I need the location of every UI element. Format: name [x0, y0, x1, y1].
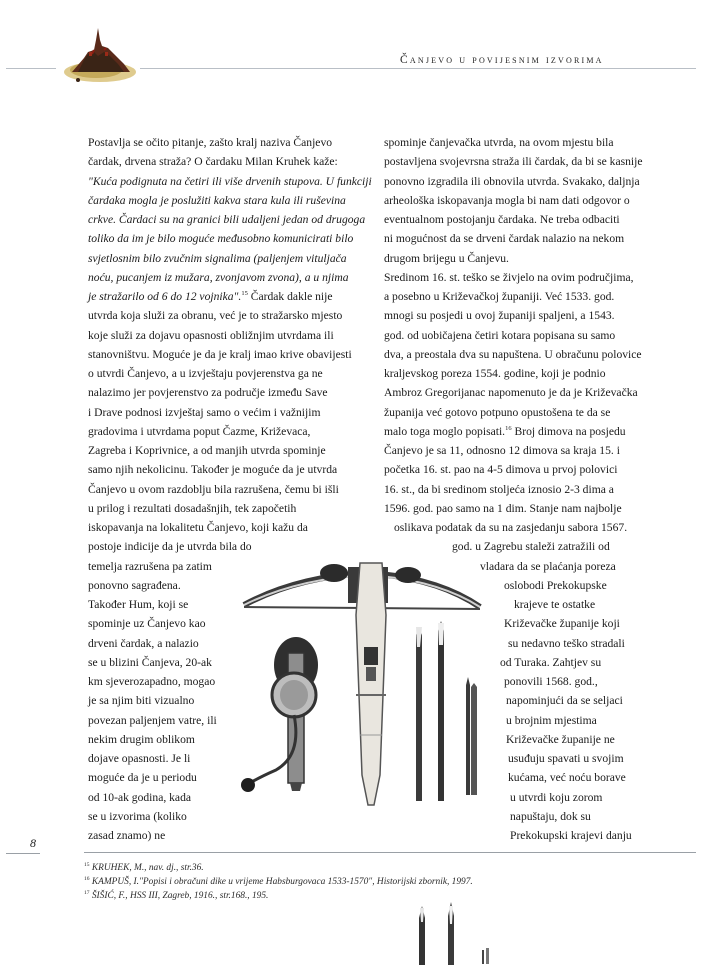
text-line	[384, 403, 643, 422]
text-line	[88, 268, 372, 287]
line-text: ponovno sagrađena.	[88, 578, 181, 592]
text-line	[384, 499, 643, 518]
text-line	[88, 422, 372, 441]
running-title: Čanjevo u povijesnim izvorima	[400, 54, 604, 66]
line-text: vladara da se plaćanja poreza	[480, 559, 616, 573]
line-text: Križevačke županije koji	[504, 617, 620, 631]
text-line	[88, 383, 372, 402]
line-text: kućama, već noću borave	[508, 771, 626, 785]
text-line	[88, 172, 372, 191]
line-text: 1596. god. pao samo na 1 dim. Stanje nam najbolje	[384, 501, 622, 515]
line-text: postavljena svojevrsna straža ili čardak, da bi se kasnije	[384, 155, 643, 169]
line-text: se u izvorima (koliko	[88, 809, 187, 823]
text-line	[88, 364, 372, 383]
text-line	[384, 364, 643, 383]
text-line	[88, 403, 372, 422]
line-text: od 10-ak godina, kada	[88, 790, 192, 804]
line-text: stanovništvu. Moguće je da je kralj imao krive obavijesti	[88, 347, 352, 361]
line-text: gradovima i utvrdama poput Čazme, Križevaca,	[88, 424, 311, 438]
crossbow-bolts	[416, 621, 477, 801]
line-text: čardak, drvena straža? O čardaku Milan Kruhek kaže:	[88, 155, 338, 169]
text-line	[88, 537, 372, 556]
footnote-ref: 16	[505, 424, 512, 432]
line-text: od Turaka. Zahtjev su	[500, 655, 602, 669]
text-line	[384, 229, 643, 248]
line-text: km sjeverozapadno, mogao	[88, 675, 216, 688]
line-text: Čanjevo je sa 11, odnosno 12 dimova sa kraja 15. i	[384, 444, 620, 457]
text-line	[384, 306, 643, 325]
line-text: se u blizini Čanjeva, 20-ak	[88, 655, 212, 669]
line-text: "Kuća podignuta na četiri ili više drvenih stupova. U funkciji	[88, 174, 372, 188]
text-line	[88, 441, 372, 460]
line-text: je stražarilo od 6 do 12 vojnika".	[88, 290, 242, 303]
text-line	[384, 172, 643, 191]
text-line	[384, 210, 643, 229]
text-line	[384, 268, 643, 287]
line-text: u brojnim mjestima	[506, 713, 597, 727]
line-text: zasad znamo) ne	[88, 829, 166, 842]
line-text: samo njih nekolicinu. Također je moguće da je utvrda	[88, 463, 338, 477]
text-line	[88, 518, 372, 537]
text-line	[384, 826, 643, 845]
line-text: Ambroz Gregorijanac napomenuto je da je Križevačka	[384, 386, 638, 400]
text-line	[88, 152, 372, 171]
page-number-rule	[6, 853, 40, 854]
line-text: oslikava podatak da su na zasjedanju sabora 1567.	[394, 521, 628, 534]
text-line	[384, 249, 643, 268]
line-text: god. u Zagrebu staleži zatražili od	[452, 540, 610, 554]
line-text: čardaka mogla je poslužiti kakva stara kula ili ruševina	[88, 193, 346, 207]
line-text: o utvrdi Čanjevo, a u izvještaju povjerenstva ga ne	[88, 367, 323, 380]
line-text: napominjući da se seljaci	[506, 694, 623, 708]
line-text: iskopavanja na lokalitetu Čanjevo, koji kažu da	[88, 521, 308, 534]
line-text: koje služi za dojavu opasnosti obližnjim utvrdama ili	[88, 328, 334, 342]
line-text: početka 16. st. pao na 4-5 dimova u prvoj polovici	[384, 463, 618, 477]
line-text: Prekokupski krajevi danju	[510, 829, 632, 842]
line-text: Također Hum, koji se	[88, 598, 189, 611]
header-rule-right	[140, 68, 696, 69]
line-text: toliko da im je bilo moguće međusobno komunicirati bilo	[88, 232, 354, 246]
line-text: Križevačke županije ne	[506, 732, 615, 746]
text-line	[88, 229, 372, 248]
line-text: moguće da je u periodu	[88, 771, 197, 785]
line-text: noću, pucanjem iz mužara, zvonjavom zvona), a u njima	[88, 270, 349, 284]
text-line	[384, 345, 643, 364]
line-text: crkve. Čardaci su na granici bili udaljeni jedan od drugoga	[88, 213, 366, 226]
line-text: povezan paljenjem vatre, ili	[88, 713, 217, 727]
line-text: dojave opasnosti. Je li	[88, 752, 191, 765]
text-line	[88, 480, 372, 499]
line-text: napuštaju, dok su	[510, 809, 591, 823]
line-text: nekim drugim oblikom	[88, 732, 195, 746]
text-line	[384, 152, 643, 171]
header-rule-left	[6, 68, 56, 69]
text-line	[384, 441, 643, 460]
line-text: kraljevskog poreza 1554. godine, koji je podnio	[384, 367, 606, 380]
line-text: Zagreba i Koprivnice, a od manjih utvrda spominje	[88, 444, 326, 457]
line-text: županija već gotovo potpuno opustošena te da se	[384, 405, 611, 419]
line-text: malo toga moglo popisati.	[384, 424, 506, 438]
text-line	[88, 345, 372, 364]
text-line	[88, 210, 372, 229]
text-line	[88, 287, 372, 306]
page-number: 8	[30, 836, 36, 850]
line-text: Broj dimova na posjedu	[511, 424, 626, 438]
line-text: usuđuju spavati u svojim	[508, 752, 624, 765]
line-text: drugom brijegu u Čanjevu.	[384, 251, 509, 265]
line-text: drveni čardak, a nalazio	[88, 636, 199, 650]
text-line	[384, 518, 643, 537]
line-text: god. od uobičajena četiri kotara popisana su samo	[384, 328, 616, 342]
line-text: nalazimo jer povjerenstvo za područje između Save	[88, 386, 328, 400]
line-text: u utvrdi koju zorom	[510, 790, 603, 804]
text-line	[384, 383, 643, 402]
line-text: su nedavno teško stradali	[508, 636, 625, 650]
line-text: je sa njim biti vizualno	[88, 694, 195, 708]
line-text: ni mogućnost da se drveni čardak nalazio na nekom	[384, 232, 625, 246]
line-text: krajeve te ostatke	[514, 598, 596, 611]
text-line	[88, 191, 372, 210]
line-text: ponovili 1568. god.,	[504, 675, 598, 688]
line-text: temelja razrušena pa zatim	[88, 559, 212, 573]
line-text: 16. st., da bi sredinom stoljeća iznosio 2-3 dima a	[384, 482, 614, 496]
footnote-16: $^{16}$ KAMPUŠ, I."Popisi i obračuni dike u vrijeme Habsburgovaca 1533-1570", Historijski zbornik, 1997.	[84, 875, 473, 887]
line-text: arheološka iskopavanja mogla bi nam dati odgovor o	[384, 193, 630, 207]
line-text: a posebno u Križevačkoj županiji. Već 1533. god.	[384, 290, 615, 303]
line-text: spominje uz Čanjevo kao	[88, 617, 206, 631]
text-line	[384, 422, 643, 441]
line-text: Sredinom 16. st. teško se živjelo na ovim područjima,	[384, 270, 634, 284]
line-text: oslobodi Prekokupske	[504, 578, 607, 592]
cranequin	[241, 637, 318, 792]
text-line	[88, 826, 372, 845]
text-line	[88, 460, 372, 479]
crossbow-illustration	[236, 555, 486, 810]
line-text: eventualnom postojanju čardaka. Ne treba odbaciti	[384, 213, 620, 226]
line-text: mnogi su posjedi u ovoj županiji spaljeni, a 1543.	[384, 309, 615, 323]
line-text: svjetlosnim bilo zvučnim signalima (paljenjem vituljača	[88, 251, 347, 265]
text-line	[88, 326, 372, 345]
line-text: ponovno izgradila ili obnovila utvrda. Svakako, daljnja	[384, 174, 640, 188]
footnote-ref: 15	[241, 290, 248, 297]
footnote-rule	[84, 852, 696, 853]
text-line	[384, 480, 643, 499]
text-line	[88, 499, 372, 518]
text-line	[384, 133, 643, 152]
line-text: Čardak dakle nije	[247, 290, 333, 303]
line-text: postoje indicije da je utvrda bila do	[88, 540, 252, 554]
crossbow-bolts-bottom-image	[414, 898, 494, 965]
text-line	[384, 287, 643, 306]
text-line	[384, 326, 643, 345]
text-line	[384, 191, 643, 210]
line-text: dva, a preostala dva su napuštena. U obračunu polovice	[384, 347, 642, 361]
line-text: utvrda koja služi za obranu, već je to stražarsko mjesto	[88, 309, 343, 323]
text-line	[384, 537, 643, 556]
text-line	[88, 133, 372, 152]
castle-on-hill-icon	[58, 22, 140, 84]
line-text: u prilog i rezultati dosadašnjih, tek započetih	[88, 501, 297, 515]
line-text: Postavlja se očito pitanje, zašto kralj naziva Čanjevo	[88, 136, 333, 149]
footnote-15: $^{15}$ KRUHEK, M., nav. dj., str.36.	[84, 862, 204, 873]
line-text: i Drave podnosi izvještaj samo o većim i važnijim	[88, 405, 321, 419]
text-line	[384, 460, 643, 479]
text-line	[88, 249, 372, 268]
line-text: Čanjevo u ovom razdoblju bila razrušena, čemu bi išli	[88, 482, 339, 496]
text-line	[88, 306, 372, 325]
footnote-17: $^{17}$ ŠIŠIĆ, F., HSS III, Zagreb, 1916., str.168., 195.	[84, 889, 269, 901]
line-text: spominje čanjevačka utvrda, na ovom mjestu bila	[384, 136, 614, 149]
